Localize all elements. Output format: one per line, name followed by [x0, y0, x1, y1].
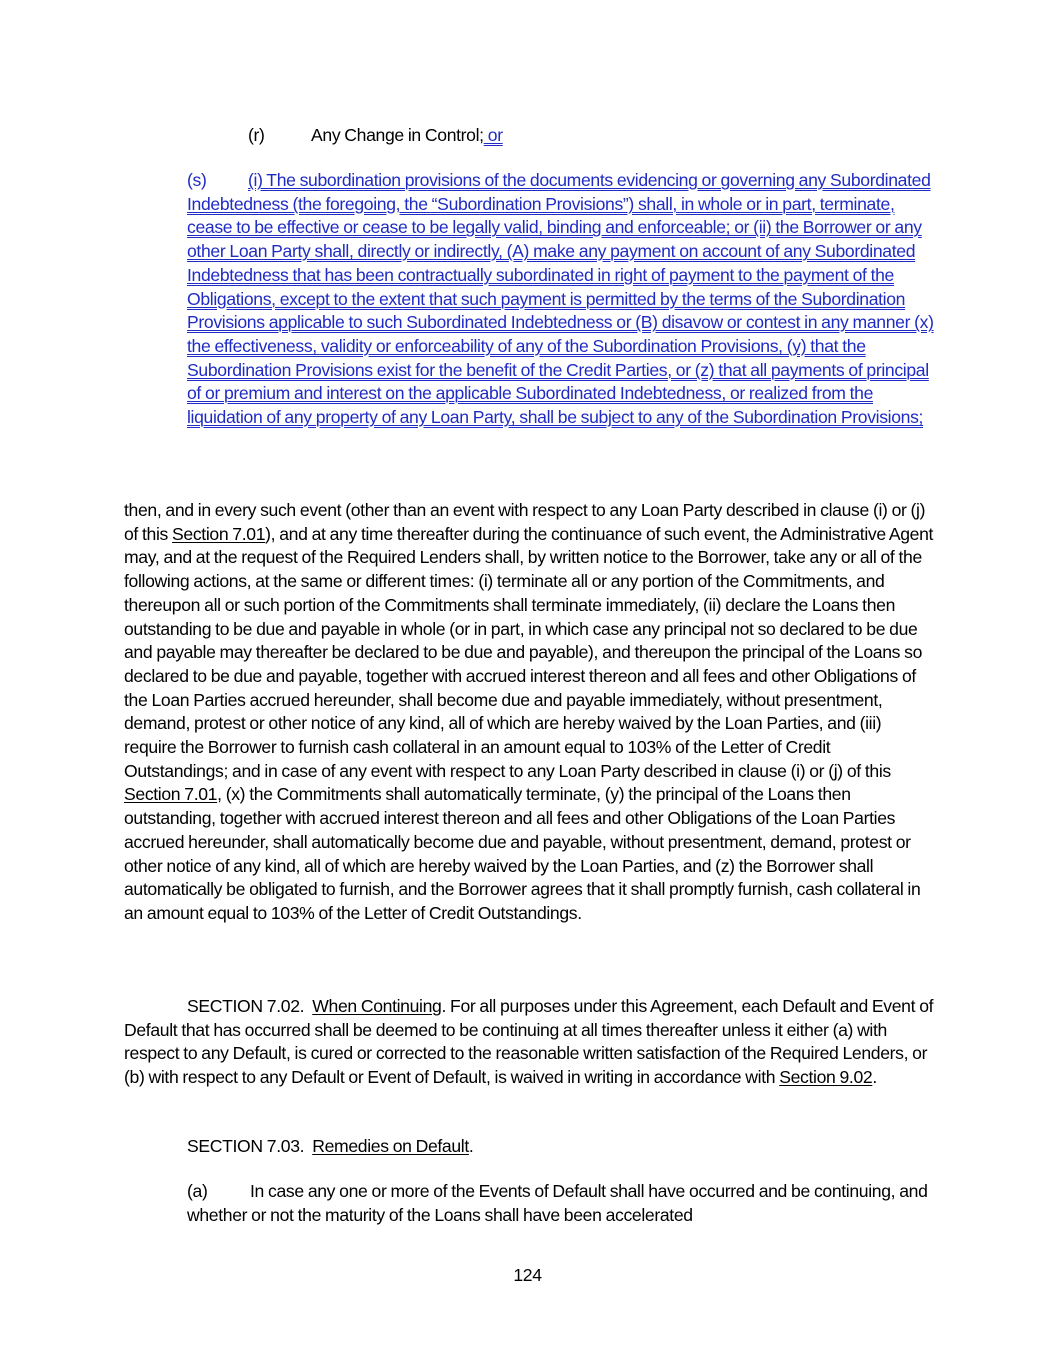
section-reference-link: Section 7.01 — [172, 523, 266, 544]
clause-a-label: (a) — [187, 1181, 208, 1201]
remedies-text-part2: ), and at any time thereafter during the continuance of such event, the Administrative Agent may, and at the request of the Required Lenders shall, by written notice to the Borrower, take any or all of the following actions, at the same or different times: (i) terminate all or any portion of the Commitments, and thereupon all or such portion of the Commitments shall terminate immediately, (ii) declare the Loans then outstanding to be due and payable in whole (or in part, in which case any principal not so declared to be due and payable may thereafter be declared to be due and payable), and thereupon the principal of the Loans so declared to be due and payable, together with accrued interest thereon and all fees and other Obligations of the Loan Parties accrued hereunder, shall become due and payable immediately, without presentment, demand, protest or other notice of any kind, all of which are hereby waived by the Loan Parties, and (iii) require the Borrower to furnish cash collateral in an amount equal to 103% of the Letter of Credit Outstandings; and in case of any event with respect to any Loan Party described in clause (i) or (j) of this — [124, 523, 934, 781]
clause-s-label: (s) — [187, 170, 207, 190]
section-reference-link: Section 9.02 — [779, 1067, 873, 1088]
clause-r — [248, 124, 503, 148]
clause-a-text: In case any one or more of the Events of Default shall have occurred and be continuing, and whether or not the maturity of the Loans shall have been accelerated — [187, 1181, 928, 1225]
section-reference-link: Section 7.01 — [124, 784, 218, 805]
section-7-03-heading: Remedies on Default — [312, 1136, 469, 1156]
page-number: 124 — [513, 1265, 542, 1285]
clause-s-inserted — [187, 169, 937, 430]
section-7-02-heading: When Continuing — [312, 996, 442, 1016]
clause-a — [187, 1180, 937, 1227]
remedies-text-part3: , (x) the Commitments shall automatically terminate, (y) the principal of the Loans then outstanding, together with accrued interest thereon and all fees and other Obligations of the Loan Parties accrued hereunder, shall automatically become due and payable, without presentment, demand, protest or other notice of any kind, all of which are hereby waived by the Loan Parties, and (z) the Borrower shall automatically be obligated to furnish, and the Borrower agrees that it shall promptly furnish, cash collateral in an amount equal to 103% of the Letter of Credit Outstandings. — [124, 784, 921, 923]
section-7-03 — [187, 1135, 473, 1159]
remedies-text-part1: then, and in every such event (other than an event with respect to any Loan Party described in clause (i) or (j) of this — [124, 500, 926, 544]
clause-r-text: Any Change in Control; — [311, 125, 484, 145]
clause-s-text: (i) The subordination provisions of the documents evidencing or governing any Subordinated Indebtedness (the foregoing, the “Subordination Provisions”) shall, in whole or in part, terminate, cease to be effective or cease to be legally valid, binding and enforceable; or (ii) the Borrower or any other Loan Party shall, directly or indirectly, (A) make any payment on account of any Subordinated Indebtedness that has been contractually subordinated in right of payment to the payment of the Obligations, except to the extent that such payment is permitted by the terms of the Subordination Provisions applicable to such Subordinated Indebtedness or (B) disavow or contest in any manner (x) the effectiveness, validity or enforceability of any of the Subordination Provisions, (y) that the Subordination Provisions exist for the benefit of the Credit Parties, or (z) that all payments of principal of or premium and interest on the applicable Subordinated Indebtedness, or realized from the liquidation of any property of any Loan Party, shall be subject to any of the Subordination Provisions; — [187, 170, 934, 428]
section-7-03-end: . — [468, 1136, 474, 1156]
clause-r-inserted-text: or — [483, 125, 503, 145]
section-7-02 — [124, 995, 936, 1090]
remedies-paragraph — [124, 499, 936, 926]
section-7-02-number: SECTION 7.02. — [187, 996, 305, 1016]
section-7-02-end: . — [872, 1067, 877, 1088]
clause-r-label: (r) — [248, 125, 265, 145]
section-7-02-text: . For all purposes under this Agreement, each Default and Event of Default that has occurred shall be deemed to be continuing at all times thereafter unless it either (a) with respect to any Default, is cured or corrected to the reasonable written satisfaction of the Required Lenders, or (b) with respect to any Default or Event of Default, is waived in writing in accordance with — [124, 996, 934, 1088]
section-7-03-number: SECTION 7.03. — [187, 1136, 305, 1156]
